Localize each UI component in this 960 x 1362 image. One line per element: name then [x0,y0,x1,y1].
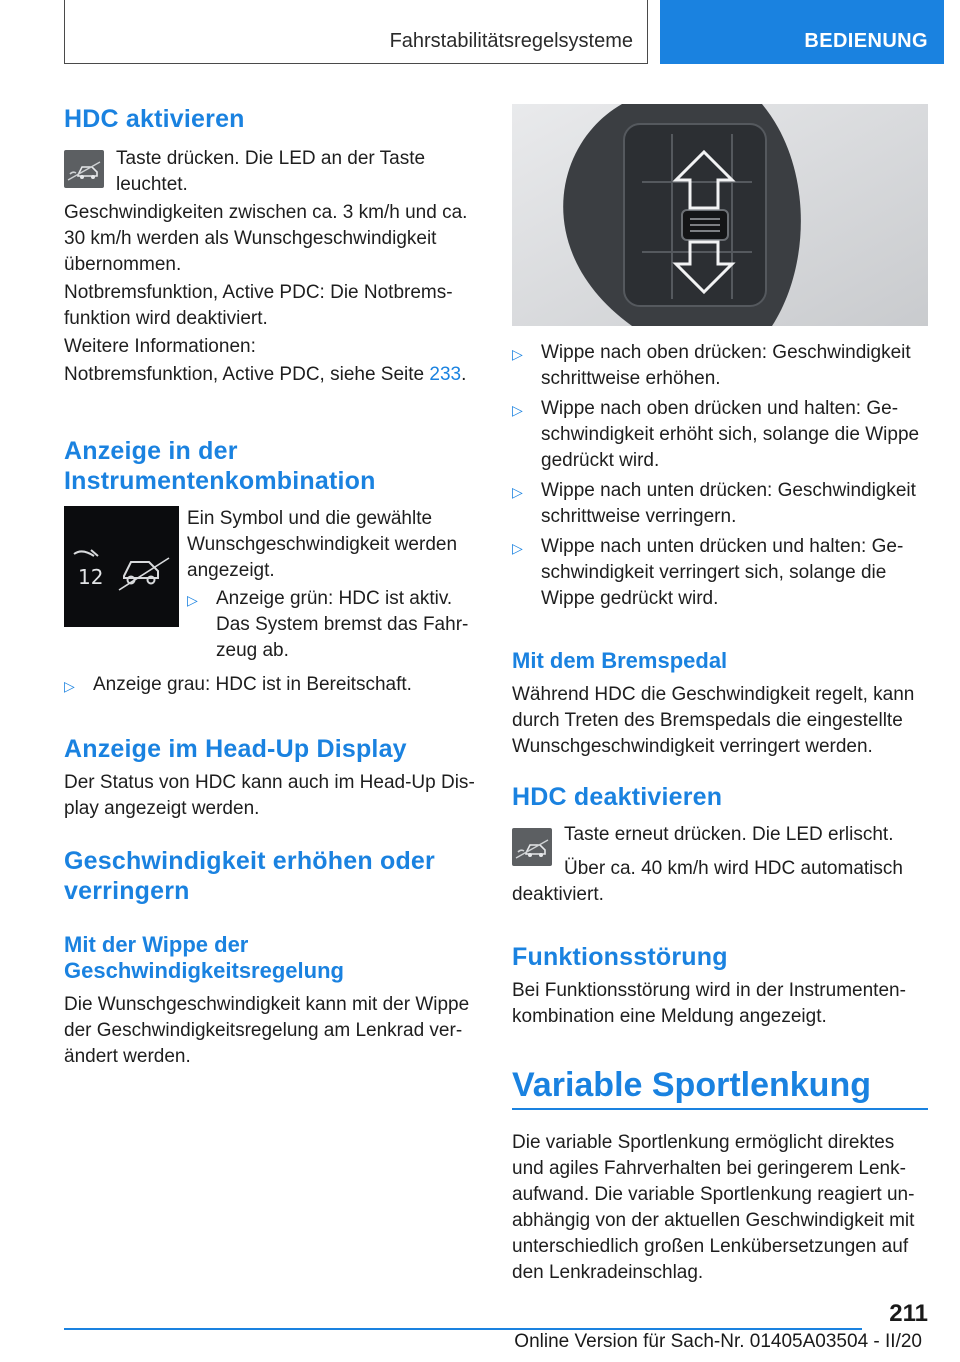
instrument-display-text: Ein Symbol und die gewählte Wunschgeschwindigkeit werden angezeigt. [187,508,458,581]
triangle-bullet-icon: ▷ [512,540,523,556]
brake-pedal-text: Während HDC die Geschwindigkeit regelt, kann durch Treten des Bremspedals die eingestellte Wunschgeschwindigkeit verringert werden. [512,684,915,757]
triangle-bullet-icon: ▷ [512,484,523,500]
speed-adjust-text: Die Wunschgeschwindigkeit kann mit der Wippe der Geschwindigkeitsregelung am Lenkrad verändert werden. [64,994,470,1067]
list-item: ▷ Wippe nach oben drücken und halten: Geschwindigkeit erhöht sich, solange die Wippe gedrückt wird. [512,398,920,471]
heading-head-up-display: Anzeige im Head-Up Display [64,735,407,763]
head-up-display-text: Der Status von HDC kann auch im Head-Up Display angezeigt werden. [64,772,475,819]
page-link-233[interactable]: 233 [429,364,462,385]
hdc-button-icon [64,150,104,188]
subheading-rocker: Mit der Wippe der Geschwindigkeitsregelung [64,932,344,983]
svg-text:12: 12 [78,565,104,589]
header-section-title: Fahrstabilitätsregelsysteme [389,30,633,52]
malfunction-text: Bei Funktionsstörung wird in der Instrumentenkombination eine Meldung angezeigt. [512,980,906,1027]
subheading-brake-pedal: Mit dem Bremspedal [512,648,728,673]
triangle-bullet-icon: ▷ [512,402,523,418]
instrument-display-image [64,506,179,627]
heading-malfunction: Funktionsstörung [512,943,728,971]
variable-sport-steering-text: Die variable Sportlenkung ermöglicht direktes und agiles Fahrverhalten bei geringerem Lenkaufwand. Die variable Sportlenkung reagiert unabhängig von der aktuellen Geschwindigkeit mit unterschiedlich großen Lenkübersetzungen auf den Lenkradeinschlag. [512,1132,915,1283]
list-item: ▷ Wippe nach oben drücken: Geschwindigkeit schrittweise erhöhen. [512,342,911,389]
header-chapter-box[interactable] [660,0,944,64]
heading-speed-adjust: Geschwindigkeit erhöhen oder verringern [64,847,435,905]
hdc-deactivate-text-2: Über ca. 40 km/h wird HDC automatisch deaktiviert. [512,858,903,905]
heading-hdc-activate: HDC aktivieren [64,105,245,133]
header-section-box [64,0,648,64]
header-chapter-title: BEDIENUNG [804,30,928,52]
steering-wheel-image [512,104,928,326]
triangle-bullet-icon: ▷ [512,346,523,362]
hdc-deactivate-text-1: Taste erneut drücken. Die LED erlischt. [564,824,894,845]
list-item: ▷ Anzeige grau: HDC ist in Bereitschaft. [64,672,482,698]
hdc-activate-text-2: Geschwindigkeiten zwischen ca. 3 km/h und ca. 30 km/h werden als Wunschgeschwindigkeit übernommen. [64,202,468,275]
hdc-activate-text-4: Weitere Informationen: [64,336,256,357]
hdc-activate-text-5: Notbremsfunktion, Active PDC, siehe Seite 233. [64,364,467,385]
hdc-activate-text-1: Taste drücken. Die LED an der Taste leuchtet. [116,148,426,195]
heading-variable-sport-steering: Variable Sportlenkung [512,1066,871,1104]
footer-text: Online Version für Sach-Nr. 01405A03504 - II/20 [514,1331,922,1352]
list-item: ▷ Anzeige grün: HDC ist aktiv. Das System bremst das Fahrzeug ab. [187,588,469,661]
heading-hdc-deactivate: HDC deaktivieren [512,783,723,811]
triangle-bullet-icon: ▷ [64,678,75,694]
heading-instrument-display: Anzeige in der Instrumentenkombination [64,437,376,495]
footer-rule [64,1328,862,1330]
list-item: ▷ Wippe nach unten drücken: Geschwindigkeit schrittweise verringern. [512,480,916,527]
list-item: ▷ Wippe nach unten drücken und halten: Geschwindigkeit verringert sich, solange die Wippe gedrückt wird. [512,536,904,609]
triangle-bullet-icon: ▷ [187,592,198,608]
hdc-activate-text-3: Notbremsfunktion, Active PDC: Die Notbremsfunktion wird deaktiviert. [64,282,453,329]
heading-rule [512,1108,928,1110]
page-number: 211 [889,1300,928,1327]
